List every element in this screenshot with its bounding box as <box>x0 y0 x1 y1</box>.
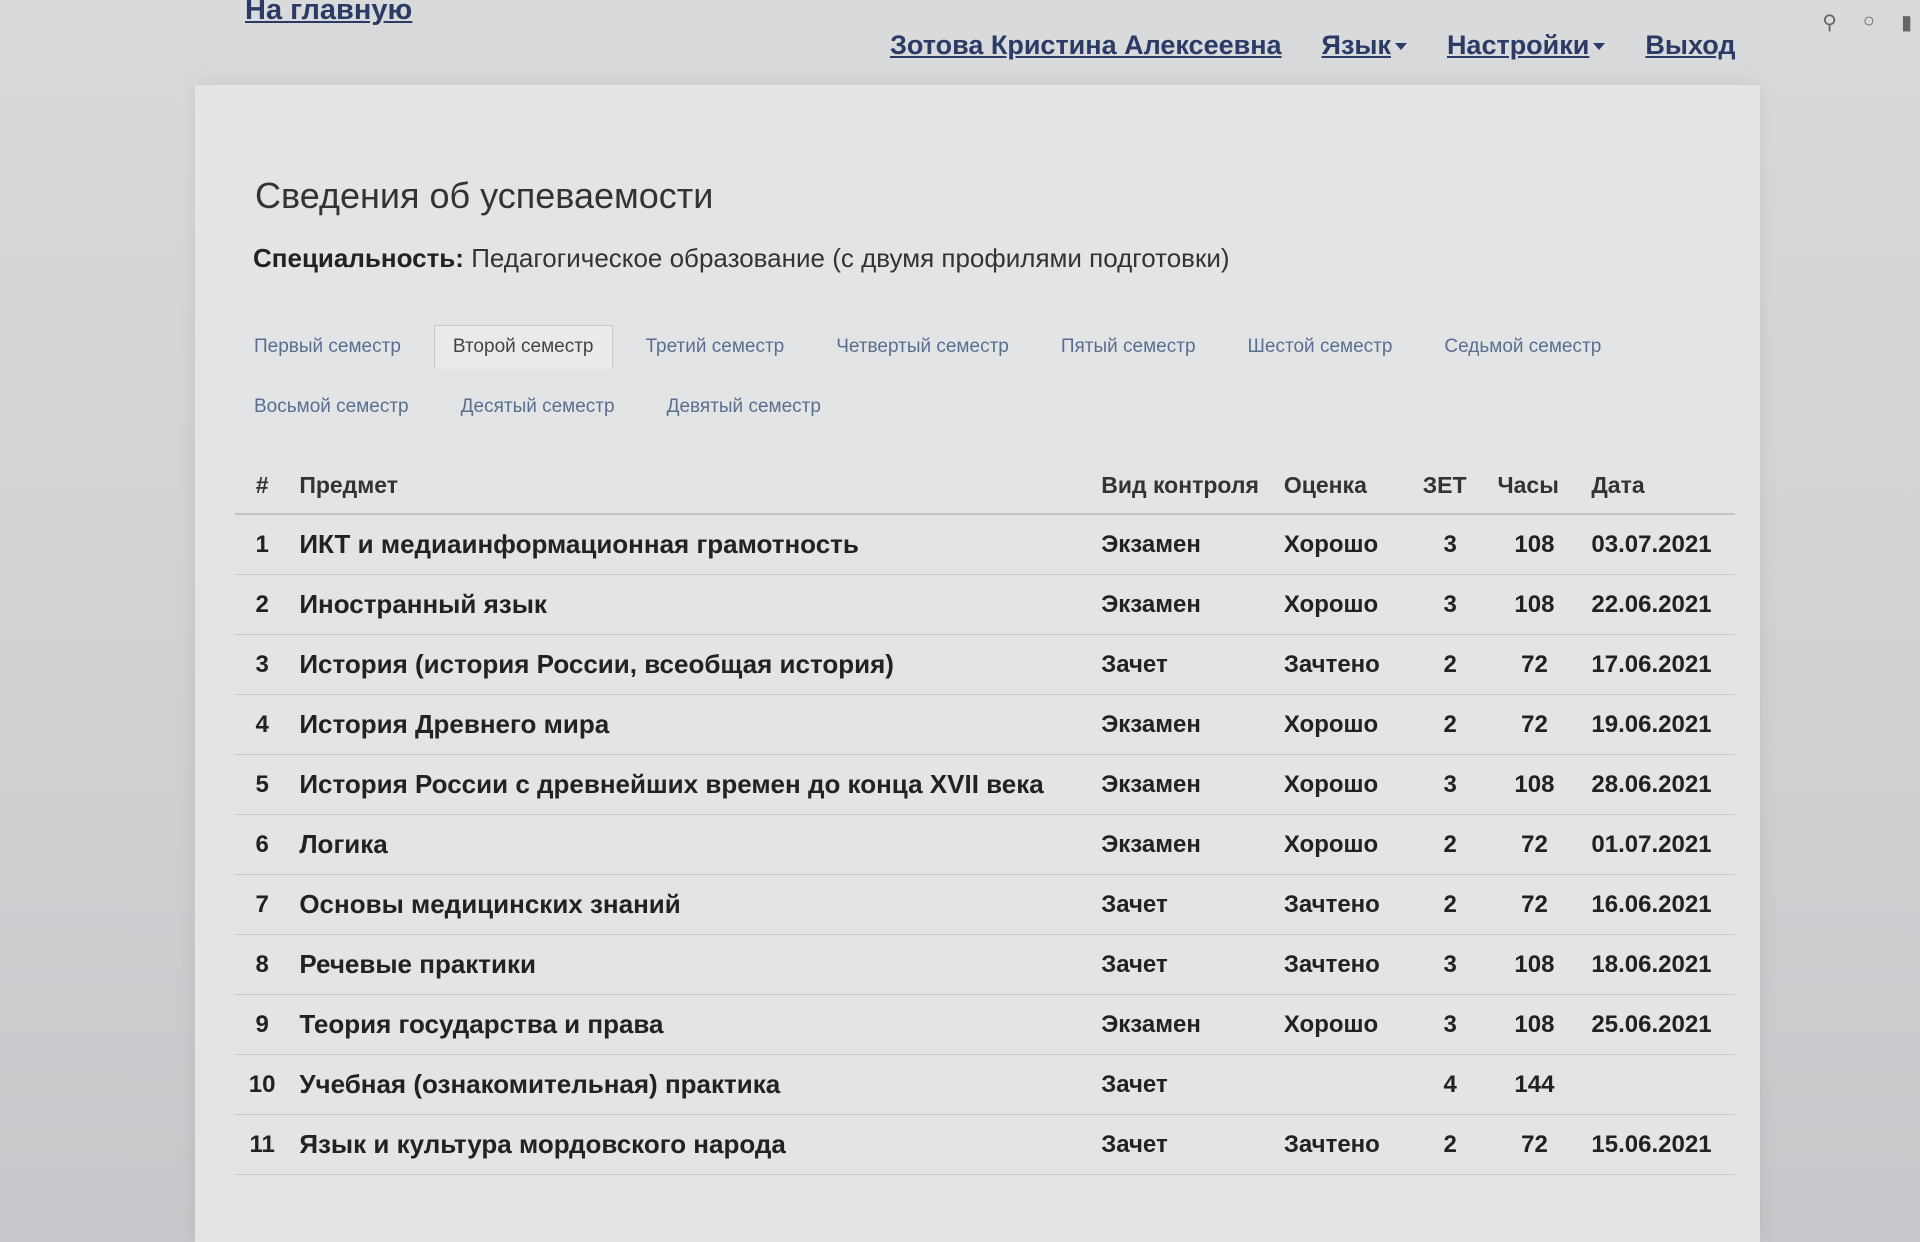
cell-subject: История России с древнейших времен до конца XVII века <box>289 755 1091 815</box>
cell-zet: 3 <box>1413 995 1488 1055</box>
tab-semester[interactable]: Шестой семестр <box>1247 336 1393 357</box>
cell-control: Зачет <box>1091 1055 1274 1115</box>
chevron-down-icon <box>1593 43 1605 50</box>
cell-num: 7 <box>235 875 289 935</box>
cell-num: 10 <box>235 1055 289 1115</box>
table-row <box>235 635 1735 695</box>
cell-grade: Зачтено <box>1274 1115 1413 1175</box>
tab-semester[interactable]: Седьмой семестр <box>1444 336 1602 357</box>
profile-icon[interactable]: ○ <box>1862 10 1875 32</box>
table-row <box>235 695 1735 755</box>
cell-control: Экзамен <box>1091 755 1274 815</box>
tab-semester[interactable]: Девятый семестр <box>666 396 821 417</box>
table-row <box>235 875 1735 935</box>
cell-subject: ИКТ и медиаинформационная грамотность <box>289 514 1091 575</box>
cell-zet: 2 <box>1413 635 1488 695</box>
cell-hours: 72 <box>1487 875 1581 935</box>
cell-control: Зачет <box>1091 875 1274 935</box>
cell-date: 28.06.2021 <box>1581 755 1735 815</box>
cell-control: Зачет <box>1091 635 1274 695</box>
semester-tabs <box>235 325 1655 429</box>
cell-grade <box>1274 1055 1413 1115</box>
user-nav <box>890 30 1736 61</box>
page-title: Сведения об успеваемости <box>255 175 714 216</box>
language-label: Язык <box>1321 30 1391 60</box>
extension-icon[interactable]: ⚲ <box>1822 12 1837 34</box>
content-panel <box>195 85 1760 1242</box>
cell-subject: Логика <box>289 815 1091 875</box>
header-control: Вид контроля <box>1091 450 1274 514</box>
cell-num: 9 <box>235 995 289 1055</box>
cell-num: 5 <box>235 755 289 815</box>
cell-hours: 108 <box>1487 995 1581 1055</box>
cell-control: Экзамен <box>1091 695 1274 755</box>
user-name-link[interactable]: Зотова Кристина Алексеевна <box>890 30 1282 60</box>
cell-date: 18.06.2021 <box>1581 935 1735 995</box>
tab-semester[interactable]: Первый семестр <box>254 336 401 357</box>
cell-grade: Хорошо <box>1274 575 1413 635</box>
table-row <box>235 575 1735 635</box>
cell-control: Экзамен <box>1091 815 1274 875</box>
cell-zet: 3 <box>1413 514 1488 575</box>
tab-semester[interactable]: Десятый семестр <box>460 396 615 417</box>
cell-num: 6 <box>235 815 289 875</box>
cell-hours: 108 <box>1487 514 1581 575</box>
cell-hours: 108 <box>1487 935 1581 995</box>
cell-subject: История Древнего мира <box>289 695 1091 755</box>
table-row <box>235 1115 1735 1175</box>
cell-control: Зачет <box>1091 1115 1274 1175</box>
cell-subject: Учебная (ознакомительная) практика <box>289 1055 1091 1115</box>
tab-semester[interactable]: Третий семестр <box>645 336 785 357</box>
table-row <box>235 1055 1735 1115</box>
cell-subject: Теория государства и права <box>289 995 1091 1055</box>
cell-grade: Зачтено <box>1274 635 1413 695</box>
tab-semester[interactable]: Второй семестр <box>434 325 613 369</box>
header-date: Дата <box>1581 450 1735 514</box>
cell-num: 1 <box>235 514 289 575</box>
settings-label: Настройки <box>1446 30 1590 60</box>
cell-subject: Иностранный язык <box>289 575 1091 635</box>
cell-date: 22.06.2021 <box>1581 575 1735 635</box>
cell-grade: Зачтено <box>1274 935 1413 995</box>
cell-subject: Речевые практики <box>289 935 1091 995</box>
cell-grade: Хорошо <box>1274 755 1413 815</box>
table-header-row <box>235 450 1735 514</box>
table-row <box>235 815 1735 875</box>
cell-grade: Хорошо <box>1274 815 1413 875</box>
cell-zet: 3 <box>1413 575 1488 635</box>
cell-date: 25.06.2021 <box>1581 995 1735 1055</box>
cell-zet: 2 <box>1413 695 1488 755</box>
home-link[interactable]: На главную <box>245 0 413 26</box>
cell-control: Экзамен <box>1091 575 1274 635</box>
specialty-label: Специальность: <box>253 243 464 273</box>
header-zet: ЗЕТ <box>1413 450 1488 514</box>
settings-menu[interactable] <box>1447 30 1605 61</box>
cell-grade: Хорошо <box>1274 995 1413 1055</box>
cell-zet: 3 <box>1413 755 1488 815</box>
table-row <box>235 755 1735 815</box>
cell-hours: 108 <box>1487 755 1581 815</box>
cell-hours: 144 <box>1487 1055 1581 1115</box>
logout-link[interactable]: Выход <box>1645 30 1736 60</box>
cell-grade: Хорошо <box>1274 695 1413 755</box>
header-num: # <box>235 450 289 514</box>
cell-zet: 3 <box>1413 935 1488 995</box>
grades-table <box>235 450 1735 1175</box>
chevron-down-icon <box>1395 43 1407 50</box>
browser-icons <box>1822 10 1912 35</box>
specialty-value: Педагогическое образование (с двумя профилями подготовки) <box>471 243 1230 273</box>
cell-zet: 2 <box>1413 875 1488 935</box>
cell-control: Зачет <box>1091 935 1274 995</box>
cell-control: Экзамен <box>1091 995 1274 1055</box>
table-row <box>235 514 1735 575</box>
cell-date: 17.06.2021 <box>1581 635 1735 695</box>
cell-date: 16.06.2021 <box>1581 875 1735 935</box>
cell-zet: 2 <box>1413 815 1488 875</box>
cell-hours: 72 <box>1487 635 1581 695</box>
cell-hours: 72 <box>1487 815 1581 875</box>
cell-num: 8 <box>235 935 289 995</box>
cell-zet: 4 <box>1413 1055 1488 1115</box>
specialty <box>253 243 1230 274</box>
header-grade: Оценка <box>1274 450 1413 514</box>
cell-zet: 2 <box>1413 1115 1488 1175</box>
cell-subject: Основы медицинских знаний <box>289 875 1091 935</box>
bookmark-icon[interactable]: ▮ <box>1900 12 1912 34</box>
table-row <box>235 995 1735 1055</box>
cell-num: 2 <box>235 575 289 635</box>
cell-hours: 72 <box>1487 695 1581 755</box>
cell-grade: Зачтено <box>1274 875 1413 935</box>
tab-semester[interactable]: Восьмой семестр <box>254 396 409 417</box>
cell-subject: Язык и культура мордовского народа <box>289 1115 1091 1175</box>
cell-date: 15.06.2021 <box>1581 1115 1735 1175</box>
header-hours: Часы <box>1487 450 1581 514</box>
header-subject: Предмет <box>289 450 1091 514</box>
cell-control: Экзамен <box>1091 514 1274 575</box>
language-menu[interactable] <box>1322 30 1407 61</box>
cell-num: 3 <box>235 635 289 695</box>
cell-hours: 72 <box>1487 1115 1581 1175</box>
cell-grade: Хорошо <box>1274 514 1413 575</box>
cell-date: 03.07.2021 <box>1581 514 1735 575</box>
cell-hours: 108 <box>1487 575 1581 635</box>
table-row <box>235 935 1735 995</box>
cell-date <box>1581 1055 1735 1115</box>
cell-num: 11 <box>235 1115 289 1175</box>
cell-date: 19.06.2021 <box>1581 695 1735 755</box>
cell-num: 4 <box>235 695 289 755</box>
tab-semester[interactable]: Четвертый семестр <box>836 336 1009 357</box>
tab-semester[interactable]: Пятый семестр <box>1060 336 1196 357</box>
cell-date: 01.07.2021 <box>1581 815 1735 875</box>
cell-subject: История (история России, всеобщая история) <box>289 635 1091 695</box>
